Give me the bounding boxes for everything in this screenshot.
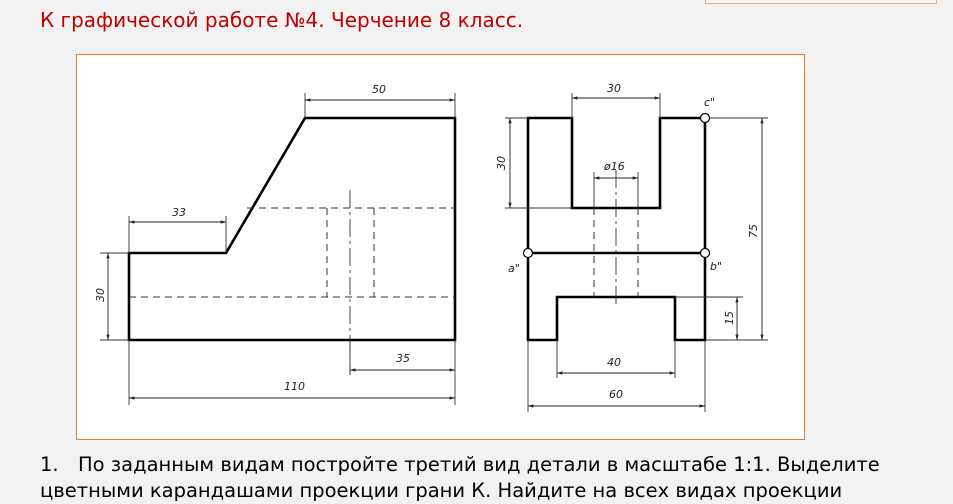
dim-text-15: 15	[723, 311, 736, 325]
task-line-1	[40, 452, 940, 478]
dim-text-30-depth: 30	[495, 156, 508, 170]
front-view-outline	[129, 118, 455, 340]
point-c-marker	[701, 114, 710, 123]
page-title: К графической работе №4. Черчение 8 класс.	[40, 8, 524, 32]
side-view	[495, 82, 768, 412]
dim-text-75: 75	[747, 224, 760, 238]
task-line-2: цветными карандашами проекции грани К. Найдите на всех видах проекции	[40, 479, 843, 502]
dim-text-50: 50	[372, 83, 386, 96]
task-number: 1.	[40, 453, 59, 476]
point-b-marker	[701, 249, 710, 258]
task-text-line-1: По заданным видам постройте третий вид детали в масштабе 1:1. Выделите	[78, 453, 880, 476]
dim-text-35: 35	[396, 352, 410, 365]
point-a-label: a"	[508, 262, 520, 275]
point-a-marker	[524, 249, 533, 258]
point-b-label: b"	[710, 260, 723, 273]
dim-text-40: 40	[607, 356, 621, 369]
dim-text-110: 110	[284, 380, 305, 393]
point-c-label: c"	[704, 96, 716, 109]
side-view-outline	[528, 118, 705, 340]
front-view	[94, 83, 455, 405]
dim-text-30-slot: 30	[607, 82, 621, 95]
task-text	[40, 452, 940, 504]
dim-text-30-left: 30	[94, 288, 107, 302]
dim-text-60: 60	[609, 388, 623, 401]
dim-text-33: 33	[172, 206, 186, 219]
dim-text-16: ø16	[604, 160, 625, 173]
